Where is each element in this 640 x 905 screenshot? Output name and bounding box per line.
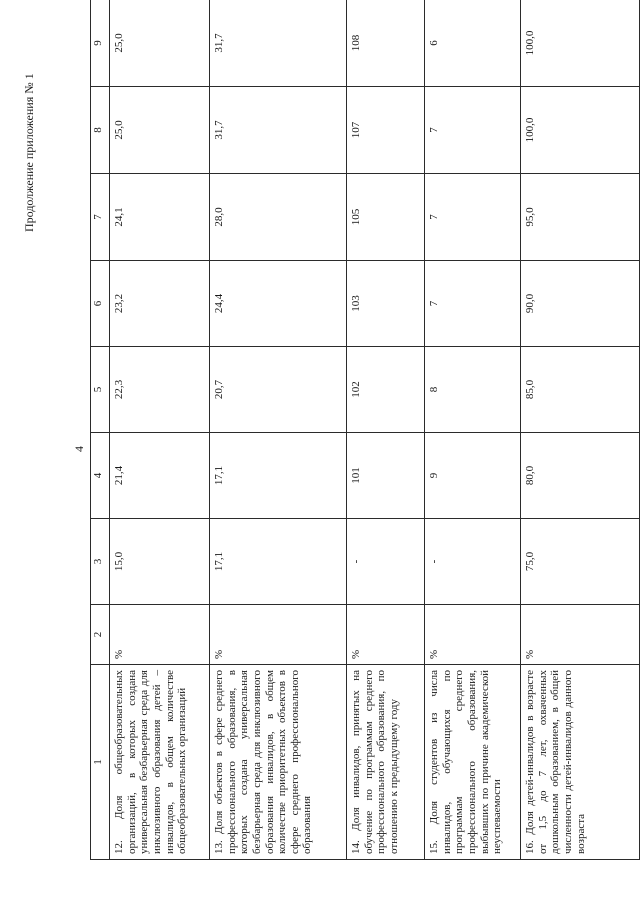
indicator-name: 14. Доля инвалидов, принятых на обучение по программам среднего профессионального образования, по отношению к предыдущему году xyxy=(347,665,425,860)
indicator-name: 15. Доля студентов из числа инвалидов, обучающихся по программам среднего профессионального образования, выбывших по причине академической неуспеваемости xyxy=(425,665,521,860)
rotated-table-container xyxy=(90,0,640,860)
indicator-value: 24,4 xyxy=(210,261,347,347)
column-number: 6 xyxy=(91,261,110,347)
indicator-value: 108 xyxy=(347,0,425,87)
column-number: 1 xyxy=(91,665,110,860)
indicator-value: 20,7 xyxy=(210,347,347,433)
indicator-value: 101 xyxy=(347,433,425,519)
indicator-value: 31,7 xyxy=(210,0,347,87)
column-number: 3 xyxy=(91,519,110,605)
indicator-unit: % xyxy=(347,605,425,665)
indicator-value: 8 xyxy=(425,347,521,433)
indicator-value: 24,1 xyxy=(110,174,210,261)
indicator-name: 16. Доля детей-инвалидов в возрасте от 1,5 до 7 лет, охваченных дошкольным образованием, в общей численности детей-инвалидов данного возраста xyxy=(521,665,640,860)
indicator-value: 17,1 xyxy=(210,519,347,605)
indicator-value: 15,0 xyxy=(110,519,210,605)
indicator-value: 21,4 xyxy=(110,433,210,519)
table-row xyxy=(521,0,640,860)
column-number: 4 xyxy=(91,433,110,519)
table-row xyxy=(347,0,425,860)
page-number: 4 xyxy=(72,446,86,452)
indicator-unit: % xyxy=(425,605,521,665)
indicator-value: 28,0 xyxy=(210,174,347,261)
indicator-value: 95,0 xyxy=(521,174,640,261)
column-number: 5 xyxy=(91,347,110,433)
column-number: 9 xyxy=(91,0,110,87)
table-row xyxy=(110,0,210,860)
indicator-value: 75,0 xyxy=(521,519,640,605)
indicator-value: 102 xyxy=(347,347,425,433)
indicator-value: 105 xyxy=(347,174,425,261)
indicator-value: 100,0 xyxy=(521,0,640,87)
indicator-value: 7 xyxy=(425,261,521,347)
indicator-value: 80,0 xyxy=(521,433,640,519)
indicator-value: 9 xyxy=(425,433,521,519)
indicator-value: - xyxy=(347,519,425,605)
indicator-value: 17,1 xyxy=(210,433,347,519)
indicator-name: 13. Доля объектов в сфере среднего профессионального образования, в которых создана универсальная безбарьерная среда для инклюзивного образования инвалидов, в общем количестве приоритетных объектов в сфере среднего профессионального образования xyxy=(210,665,347,860)
indicators-table xyxy=(90,0,640,860)
indicator-value: 25,0 xyxy=(110,0,210,87)
indicator-value: 7 xyxy=(425,174,521,261)
indicator-value: 107 xyxy=(347,87,425,174)
indicator-value: 7 xyxy=(425,87,521,174)
indicator-value: 31,7 xyxy=(210,87,347,174)
indicator-unit: % xyxy=(210,605,347,665)
column-number: 8 xyxy=(91,87,110,174)
indicator-value: 22,3 xyxy=(110,347,210,433)
indicator-value: 100,0 xyxy=(521,87,640,174)
running-header: Продолжение приложения № 1 xyxy=(22,73,36,232)
indicator-value: 6 xyxy=(425,0,521,87)
table-row xyxy=(210,0,347,860)
indicator-value: 90,0 xyxy=(521,261,640,347)
indicator-name: 12. Доля общеобразовательных организаций, в которых создана универсальная безбарьерная среда для инклюзивного образования детей – инвалидов, в общем количестве общеобразовательных организаций xyxy=(110,665,210,860)
indicator-value: 25,0 xyxy=(110,87,210,174)
indicator-unit: % xyxy=(110,605,210,665)
indicator-value: 85,0 xyxy=(521,347,640,433)
column-number: 7 xyxy=(91,174,110,261)
column-number-row xyxy=(91,0,110,860)
indicator-value: 23,2 xyxy=(110,261,210,347)
indicator-value: 103 xyxy=(347,261,425,347)
indicator-value: - xyxy=(425,519,521,605)
column-number: 2 xyxy=(91,605,110,665)
table-row xyxy=(425,0,521,860)
indicator-unit: % xyxy=(521,605,640,665)
